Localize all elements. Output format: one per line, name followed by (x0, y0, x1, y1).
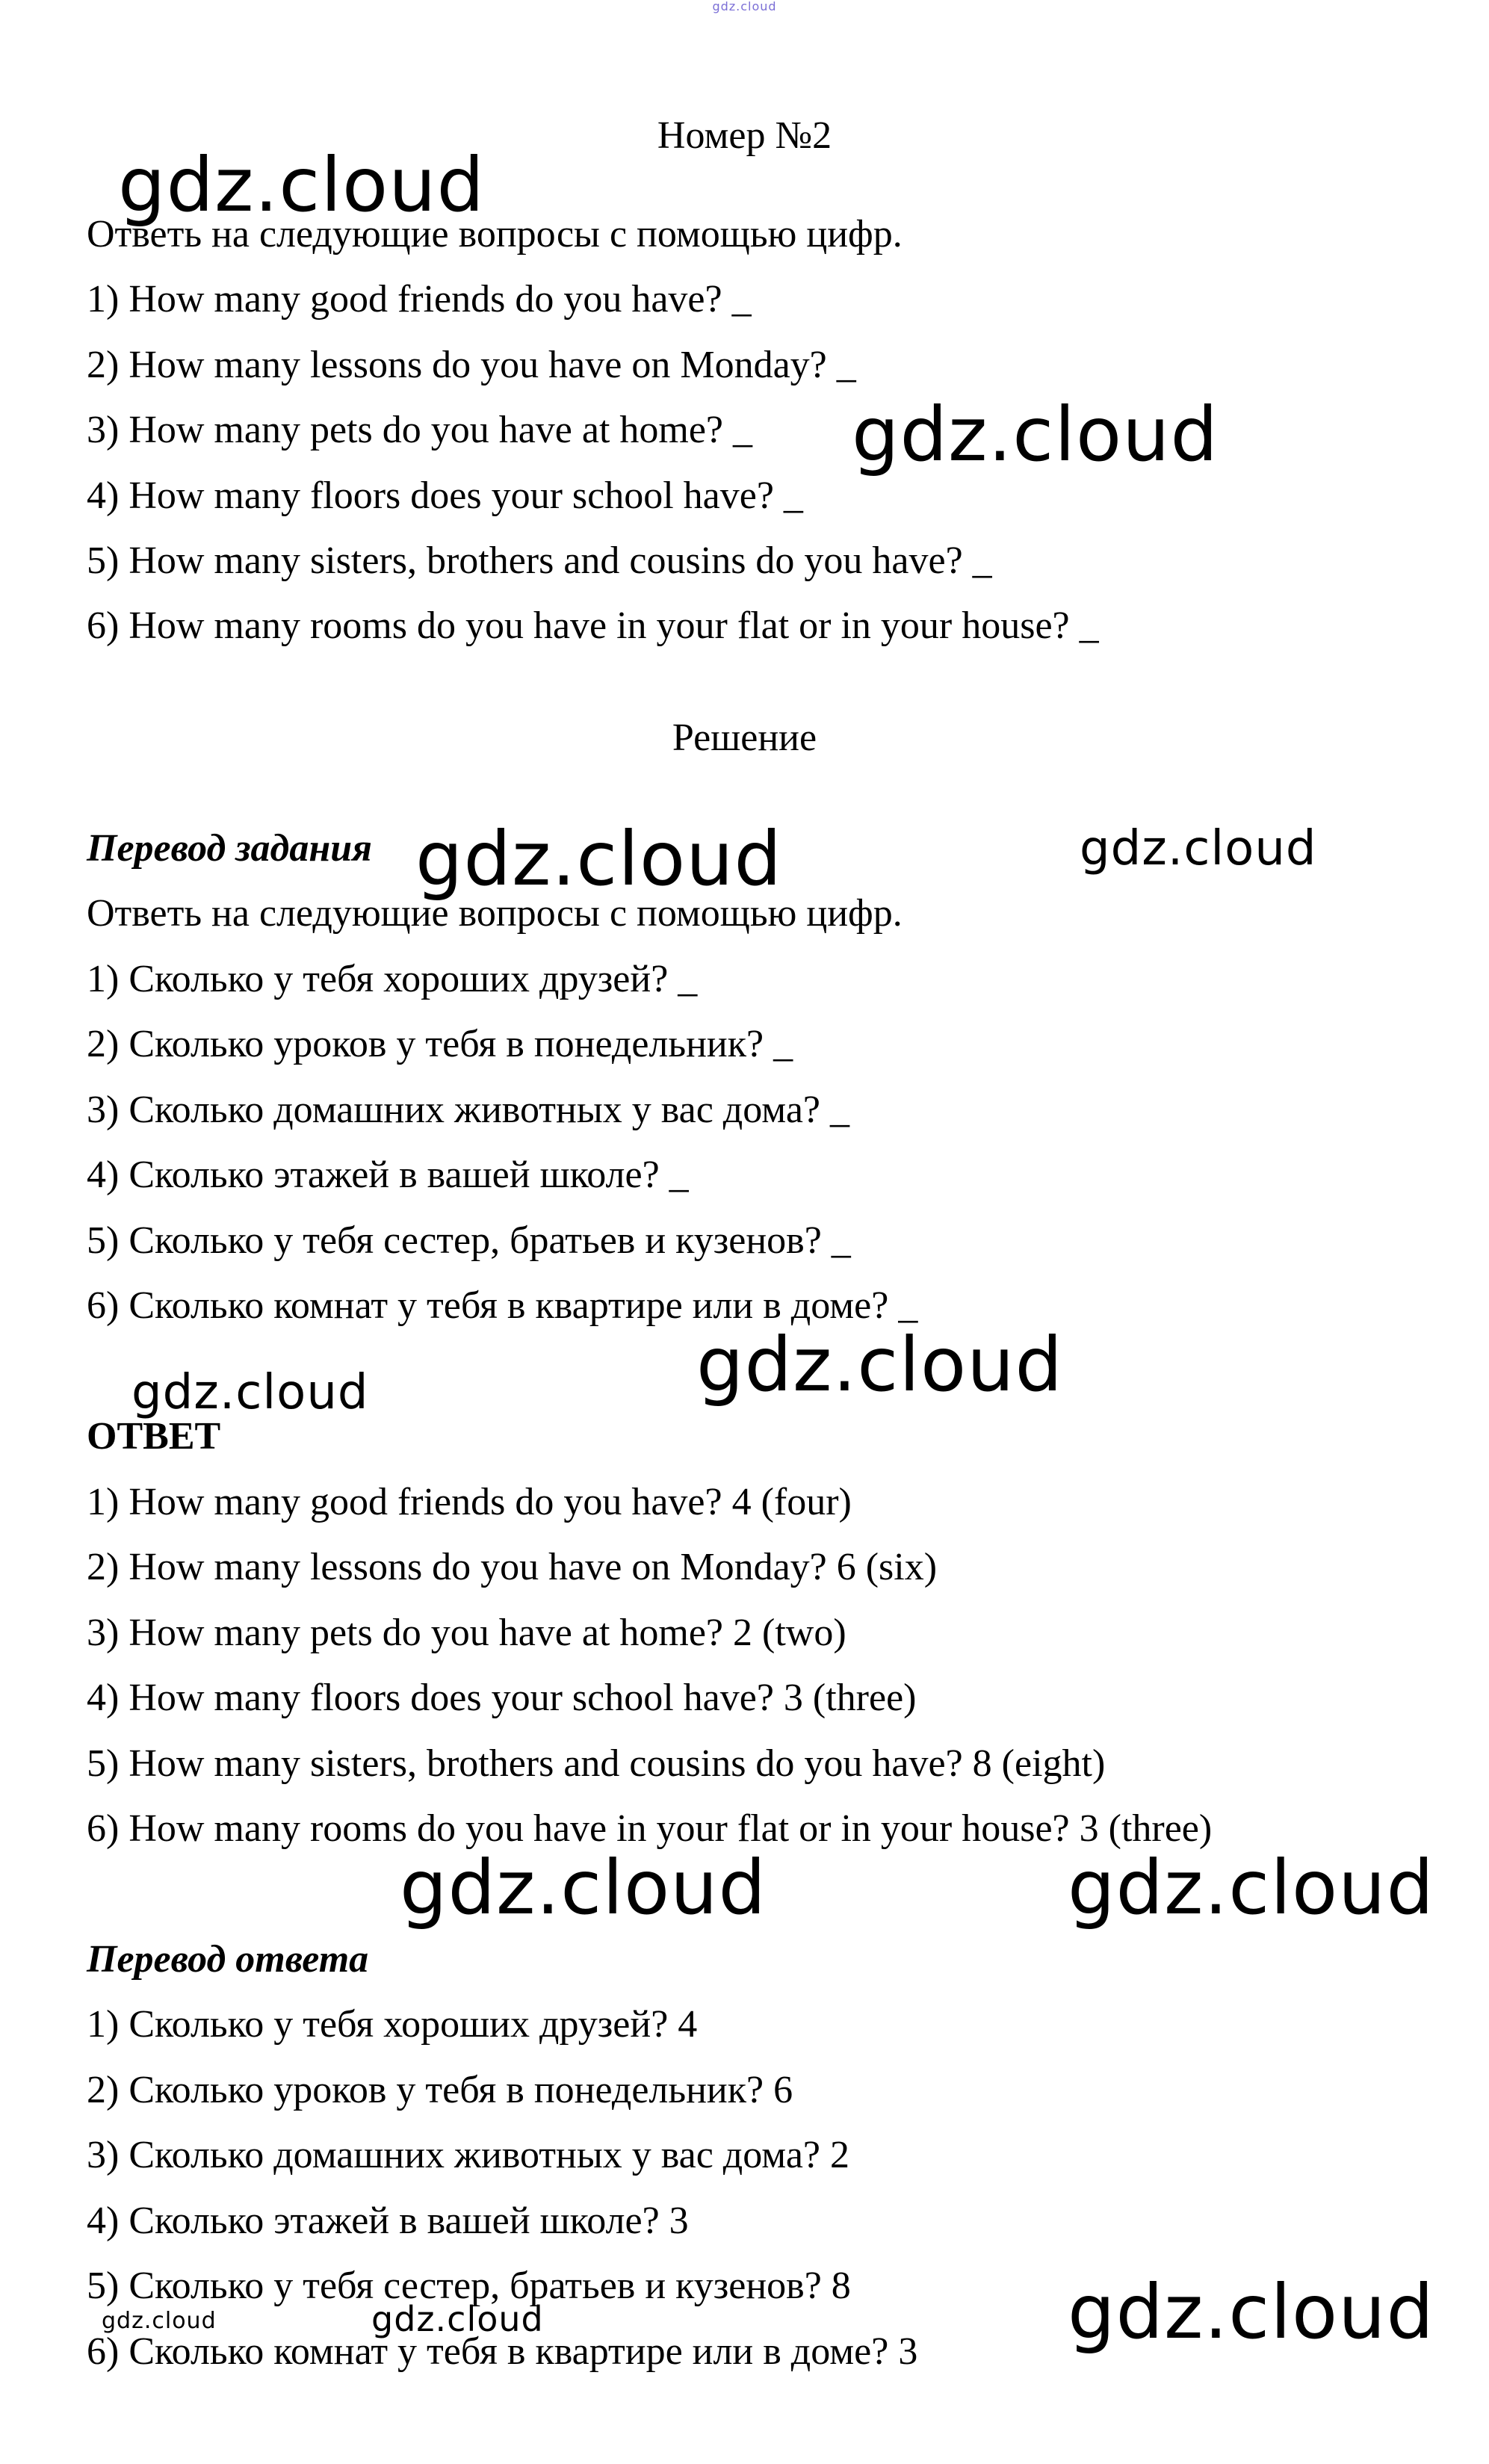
answer-translation-4: 4) Сколько этажей в вашей школе? 3 (87, 2200, 689, 2242)
translation-question-6: 6) Сколько комнат у тебя в квартире или в доме? _ (87, 1284, 918, 1327)
watermark: gdz.cloud (1080, 821, 1317, 876)
task-instruction: Ответь на следующие вопросы с помощью цифр. (87, 213, 903, 256)
question-3: 3) How many pets do you have at home? _ (87, 409, 753, 451)
watermark: gdz.cloud (1068, 2268, 1435, 2356)
question-2: 2) How many lessons do you have on Monday? _ (87, 344, 856, 386)
answer-1: 1) How many good friends do you have? 4 (four) (87, 1481, 852, 1523)
answer-heading: ОТВЕТ (87, 1415, 221, 1458)
watermark: gdz.cloud (415, 815, 783, 903)
question-1: 1) How many good friends do you have? _ (87, 278, 752, 321)
answer-4: 4) How many floors does your school have? 3 (three) (87, 1677, 917, 1719)
page-title: Номер №2 (657, 114, 832, 157)
watermark: gdz.cloud (131, 1365, 369, 1420)
answer-translation-3: 3) Сколько домашних животных у вас дома? 2 (87, 2134, 849, 2176)
question-5: 5) How many sisters, brothers and cousins do you have? _ (87, 539, 992, 582)
solution-heading: Решение (672, 716, 817, 759)
translation-question-1: 1) Сколько у тебя хороших друзей? _ (87, 958, 698, 1000)
answer-2: 2) How many lessons do you have on Monday? 6 (six) (87, 1546, 938, 1588)
answer-6: 6) How many rooms do you have in your flat or in your house? 3 (three) (87, 1807, 1213, 1850)
answer-translation-5: 5) Сколько у тебя сестер, братьев и кузенов? 8 (87, 2265, 851, 2307)
question-4: 4) How many floors does your school have? _ (87, 474, 803, 517)
translation-question-5: 5) Сколько у тебя сестер, братьев и кузенов? _ (87, 1219, 851, 1262)
translation-heading: Перевод задания (87, 827, 372, 870)
answer-translation-2: 2) Сколько уроков у тебя в понедельник? 6 (87, 2069, 793, 2111)
answer-translation-1: 1) Сколько у тебя хороших друзей? 4 (87, 2003, 698, 2046)
answer-5: 5) How many sisters, brothers and cousins do you have? 8 (eight) (87, 1742, 1106, 1785)
question-6: 6) How many rooms do you have in your flat or in your house? _ (87, 604, 1099, 647)
answer-3: 3) How many pets do you have at home? 2 (two) (87, 1612, 846, 1654)
watermark: gdz.cloud (118, 141, 486, 229)
translation-question-3: 3) Сколько домашних животных у вас дома? _ (87, 1089, 849, 1131)
watermark-top: gdz.cloud (712, 0, 777, 13)
watermark: gdz.cloud (852, 391, 1219, 478)
watermark: gdz.cloud (696, 1321, 1064, 1408)
answer-translation-heading: Перевод ответа (87, 1938, 369, 1981)
translation-question-4: 4) Сколько этажей в вашей школе? _ (87, 1154, 689, 1196)
watermark: gdz.cloud (102, 2308, 217, 2334)
translation-instruction: Ответь на следующие вопросы с помощью цифр. (87, 892, 903, 935)
answer-translation-6: 6) Сколько комнат у тебя в квартире или в доме? 3 (87, 2330, 918, 2373)
watermark: gdz.cloud (400, 1844, 767, 1931)
translation-question-2: 2) Сколько уроков у тебя в понедельник? _ (87, 1023, 793, 1065)
watermark: gdz.cloud (371, 2299, 544, 2339)
watermark: gdz.cloud (1068, 1844, 1435, 1931)
